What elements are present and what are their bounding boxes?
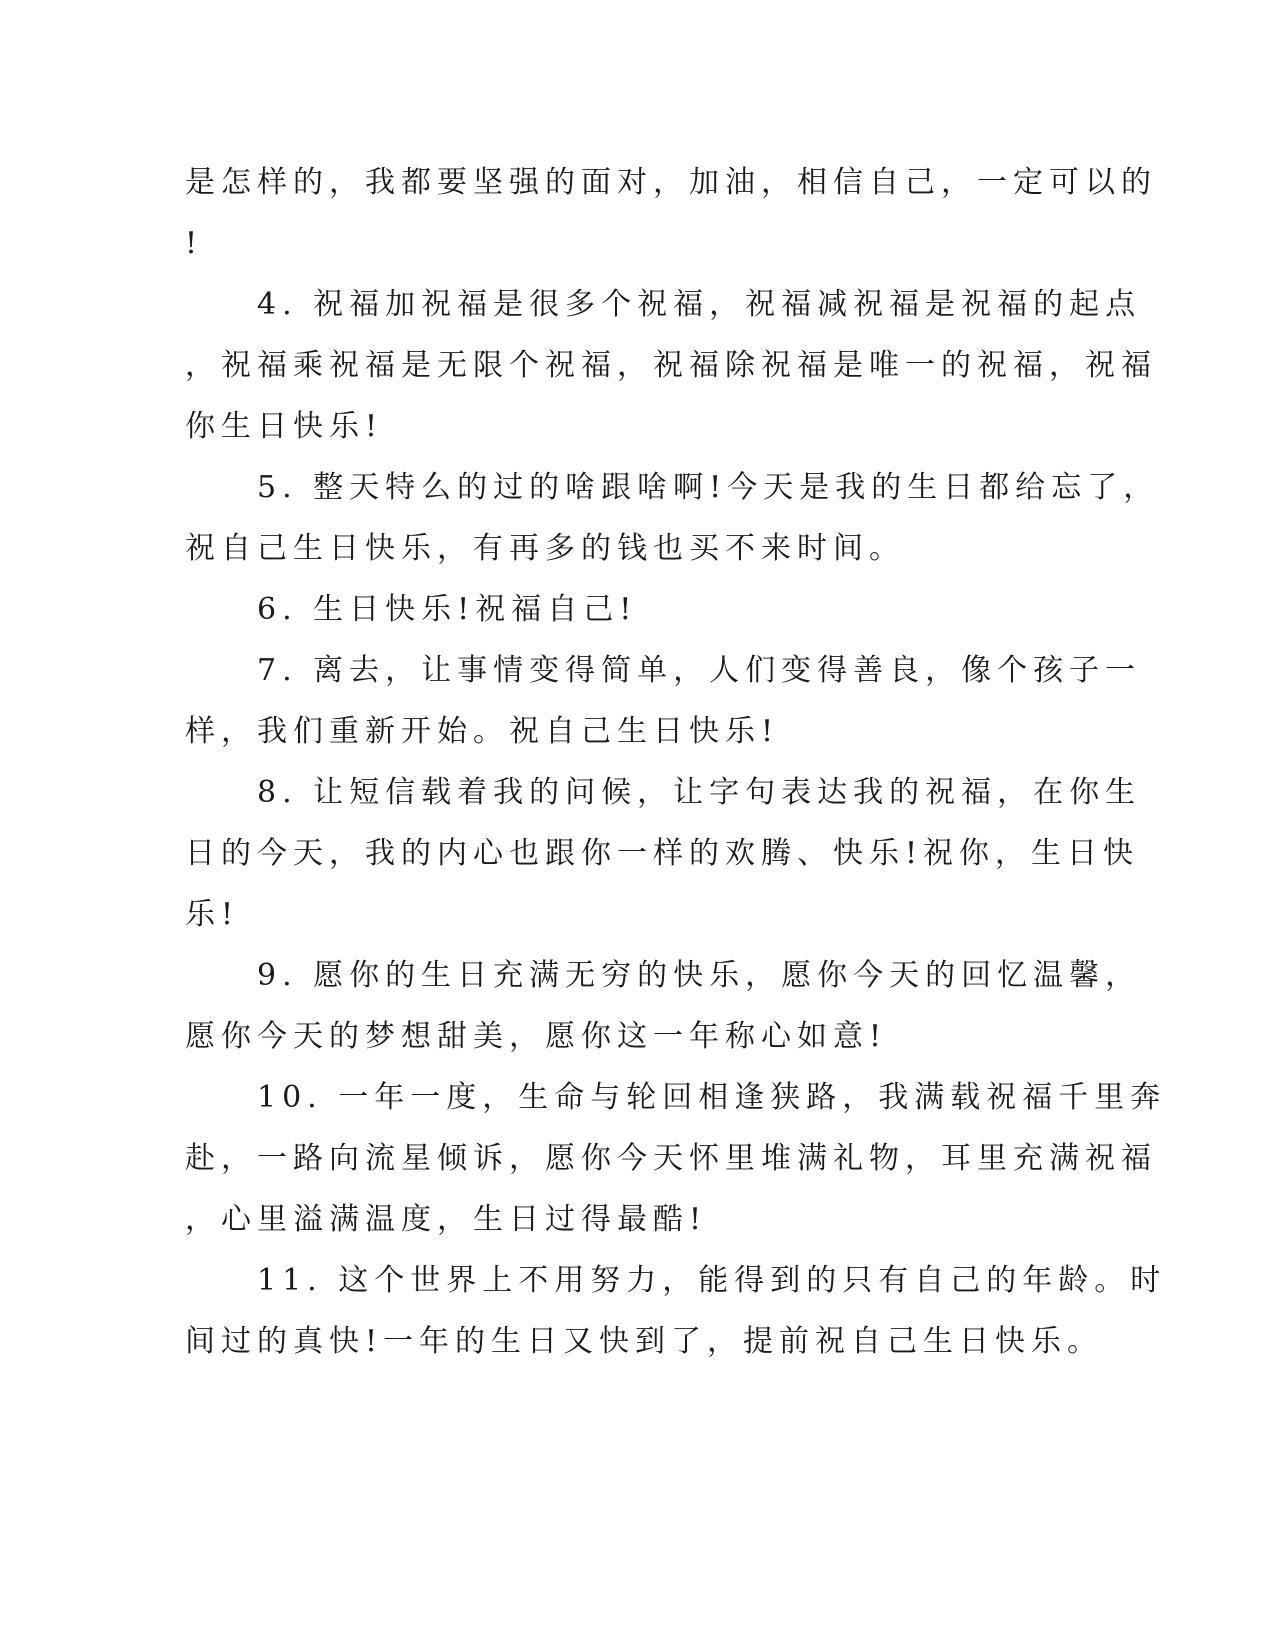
list-item-6-line: 6. 生日快乐!祝福自己! (257, 592, 638, 627)
list-item-10-line: 10. 一年一度，生命与轮回相逢狭路，我满载祝福千里奔 (257, 1080, 1167, 1115)
text-line: 是怎样的，我都要坚强的面对，加油，相信自己，一定可以的 (185, 165, 1157, 200)
list-item-4-line: 4. 祝福加祝福是很多个祝福，祝福减祝福是祝福的起点 (257, 287, 1142, 322)
text-line: 愿你今天的梦想甜美，愿你这一年称心如意! (185, 1019, 888, 1054)
list-item-9-line: 9. 愿你的生日充满无穷的快乐，愿你今天的回忆温馨， (257, 958, 1142, 993)
text-line: ，祝福乘祝福是无限个祝福，祝福除祝福是唯一的祝福，祝福 (185, 348, 1157, 383)
text-line: 间过的真快!一年的生日又快到了，提前祝自己生日快乐。 (185, 1324, 1104, 1359)
text-line: 赴，一路向流星倾诉，愿你今天怀里堆满礼物，耳里充满祝福 (185, 1141, 1157, 1176)
list-item-11-line: 11. 这个世界上不用努力，能得到的只有自己的年龄。时 (257, 1263, 1167, 1298)
text-line: 乐! (185, 897, 240, 932)
list-item-7-line: 7. 离去，让事情变得简单，人们变得善良，像个孩子一 (257, 653, 1142, 688)
text-line: 样，我们重新开始。祝自己生日快乐! (185, 714, 780, 749)
text-line: ! (185, 226, 204, 261)
document-body (185, 152, 1167, 1372)
text-line: ，心里溢满温度，生日过得最酷! (185, 1202, 708, 1237)
list-item-8-line: 8. 让短信载着我的问候，让字句表达我的祝福，在你生 (257, 775, 1142, 810)
text-line: 祝自己生日快乐，有再多的钱也买不来时间。 (185, 531, 905, 566)
list-item-5-line: 5. 整天特么的过的啥跟啥啊!今天是我的生日都给忘了， (257, 470, 1160, 505)
text-line: 日的今天，我的内心也跟你一样的欢腾、快乐!祝你，生日快 (185, 836, 1140, 871)
text-line: 你生日快乐! (185, 409, 384, 444)
